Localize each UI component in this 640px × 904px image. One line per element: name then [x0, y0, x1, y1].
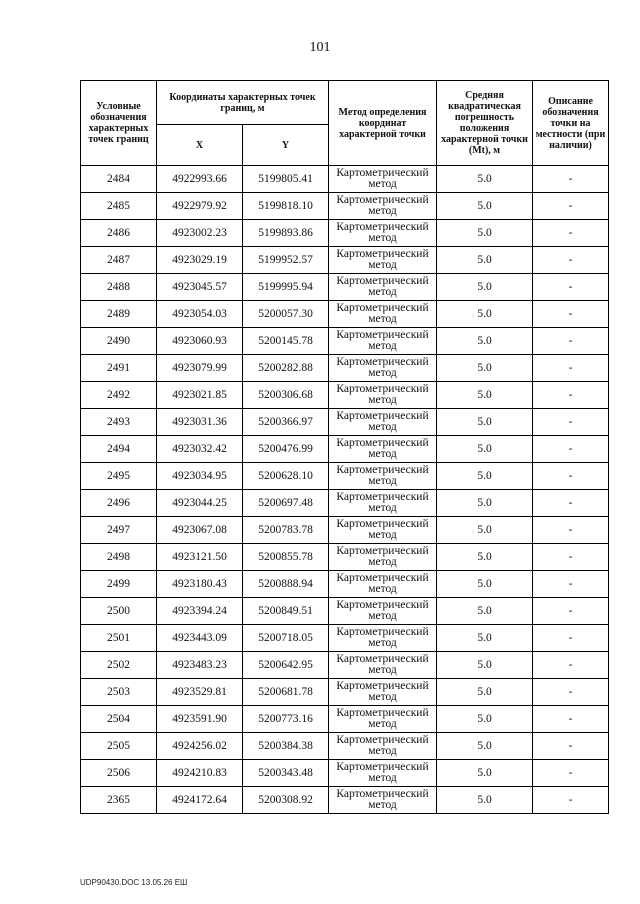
y-coordinate-cell: 5200773.16	[243, 706, 329, 733]
header-x: X	[157, 125, 243, 166]
table-row	[81, 301, 609, 328]
accuracy-cell: 5.0	[437, 193, 533, 220]
point-cell: 2487	[81, 247, 157, 274]
table-row	[81, 193, 609, 220]
accuracy-cell: 5.0	[437, 571, 533, 598]
accuracy-cell: 5.0	[437, 544, 533, 571]
accuracy-cell: 5.0	[437, 274, 533, 301]
point-cell: 2485	[81, 193, 157, 220]
y-coordinate-cell: 5200628.10	[243, 463, 329, 490]
x-coordinate-cell: 4924172.64	[157, 787, 243, 814]
x-coordinate-cell: 4923591.90	[157, 706, 243, 733]
y-coordinate-cell: 5200057.30	[243, 301, 329, 328]
point-cell: 2499	[81, 571, 157, 598]
description-cell: -	[533, 328, 609, 355]
method-cell: Картометрический метод	[329, 193, 437, 220]
table-row	[81, 679, 609, 706]
description-cell: -	[533, 490, 609, 517]
y-coordinate-cell: 5200718.05	[243, 625, 329, 652]
method-cell: Картометрический метод	[329, 409, 437, 436]
accuracy-cell: 5.0	[437, 679, 533, 706]
table-row	[81, 625, 609, 652]
header-point-designation: Условные обозначения характерных точек границ	[81, 81, 157, 166]
method-cell: Картометрический метод	[329, 598, 437, 625]
description-cell: -	[533, 463, 609, 490]
method-cell: Картометрический метод	[329, 436, 437, 463]
method-cell: Картометрический метод	[329, 706, 437, 733]
y-coordinate-cell: 5200888.94	[243, 571, 329, 598]
method-cell: Картометрический метод	[329, 166, 437, 193]
header-y: Y	[243, 125, 329, 166]
x-coordinate-cell: 4922979.92	[157, 193, 243, 220]
x-coordinate-cell: 4924256.02	[157, 733, 243, 760]
table-row	[81, 544, 609, 571]
description-cell: -	[533, 409, 609, 436]
y-coordinate-cell: 5200366.97	[243, 409, 329, 436]
method-cell: Картометрический метод	[329, 787, 437, 814]
table-row	[81, 571, 609, 598]
accuracy-cell: 5.0	[437, 787, 533, 814]
point-cell: 2491	[81, 355, 157, 382]
description-cell: -	[533, 571, 609, 598]
method-cell: Картометрический метод	[329, 760, 437, 787]
accuracy-cell: 5.0	[437, 706, 533, 733]
method-cell: Картометрический метод	[329, 463, 437, 490]
point-cell: 2492	[81, 382, 157, 409]
y-coordinate-cell: 5199952.57	[243, 247, 329, 274]
coordinates-table	[80, 80, 609, 814]
method-cell: Картометрический метод	[329, 517, 437, 544]
point-cell: 2494	[81, 436, 157, 463]
accuracy-cell: 5.0	[437, 382, 533, 409]
table-row	[81, 733, 609, 760]
accuracy-cell: 5.0	[437, 625, 533, 652]
x-coordinate-cell: 4923067.08	[157, 517, 243, 544]
table-row	[81, 517, 609, 544]
description-cell: -	[533, 787, 609, 814]
document-footer: UDP90430.DOC 13.05.26 ЕШ	[80, 878, 188, 887]
description-cell: -	[533, 760, 609, 787]
method-cell: Картометрический метод	[329, 733, 437, 760]
x-coordinate-cell: 4922993.66	[157, 166, 243, 193]
description-cell: -	[533, 166, 609, 193]
x-coordinate-cell: 4923180.43	[157, 571, 243, 598]
description-cell: -	[533, 706, 609, 733]
point-cell: 2486	[81, 220, 157, 247]
x-coordinate-cell: 4923045.57	[157, 274, 243, 301]
point-cell: 2488	[81, 274, 157, 301]
accuracy-cell: 5.0	[437, 247, 533, 274]
accuracy-cell: 5.0	[437, 355, 533, 382]
method-cell: Картометрический метод	[329, 301, 437, 328]
point-cell: 2497	[81, 517, 157, 544]
point-cell: 2490	[81, 328, 157, 355]
point-cell: 2503	[81, 679, 157, 706]
point-cell: 2489	[81, 301, 157, 328]
table-row	[81, 247, 609, 274]
point-cell: 2498	[81, 544, 157, 571]
x-coordinate-cell: 4923079.99	[157, 355, 243, 382]
y-coordinate-cell: 5200282.88	[243, 355, 329, 382]
table-row	[81, 706, 609, 733]
accuracy-cell: 5.0	[437, 436, 533, 463]
accuracy-cell: 5.0	[437, 301, 533, 328]
y-coordinate-cell: 5200681.78	[243, 679, 329, 706]
point-cell: 2505	[81, 733, 157, 760]
accuracy-cell: 5.0	[437, 166, 533, 193]
header-description: Описание обозначения точки на местности (при наличии)	[533, 81, 609, 166]
description-cell: -	[533, 679, 609, 706]
y-coordinate-cell: 5200476.99	[243, 436, 329, 463]
table-row	[81, 328, 609, 355]
method-cell: Картометрический метод	[329, 490, 437, 517]
point-cell: 2504	[81, 706, 157, 733]
y-coordinate-cell: 5200384.38	[243, 733, 329, 760]
method-cell: Картометрический метод	[329, 328, 437, 355]
y-coordinate-cell: 5200306.68	[243, 382, 329, 409]
accuracy-cell: 5.0	[437, 220, 533, 247]
y-coordinate-cell: 5200783.78	[243, 517, 329, 544]
table-body	[81, 166, 609, 814]
accuracy-cell: 5.0	[437, 490, 533, 517]
point-cell: 2501	[81, 625, 157, 652]
page-number: 101	[309, 40, 331, 55]
x-coordinate-cell: 4923032.42	[157, 436, 243, 463]
accuracy-cell: 5.0	[437, 463, 533, 490]
method-cell: Картометрический метод	[329, 274, 437, 301]
method-cell: Картометрический метод	[329, 247, 437, 274]
table-row	[81, 436, 609, 463]
table-row	[81, 274, 609, 301]
point-cell: 2365	[81, 787, 157, 814]
description-cell: -	[533, 625, 609, 652]
description-cell: -	[533, 436, 609, 463]
point-cell: 2493	[81, 409, 157, 436]
accuracy-cell: 5.0	[437, 733, 533, 760]
point-cell: 2496	[81, 490, 157, 517]
table-row	[81, 355, 609, 382]
point-cell: 2495	[81, 463, 157, 490]
table-row	[81, 166, 609, 193]
accuracy-cell: 5.0	[437, 328, 533, 355]
method-cell: Картометрический метод	[329, 382, 437, 409]
description-cell: -	[533, 652, 609, 679]
x-coordinate-cell: 4923121.50	[157, 544, 243, 571]
x-coordinate-cell: 4923034.95	[157, 463, 243, 490]
table-row	[81, 598, 609, 625]
accuracy-cell: 5.0	[437, 652, 533, 679]
y-coordinate-cell: 5200697.48	[243, 490, 329, 517]
y-coordinate-cell: 5199995.94	[243, 274, 329, 301]
x-coordinate-cell: 4923483.23	[157, 652, 243, 679]
method-cell: Картометрический метод	[329, 355, 437, 382]
x-coordinate-cell: 4923029.19	[157, 247, 243, 274]
table-row	[81, 409, 609, 436]
table-row	[81, 382, 609, 409]
accuracy-cell: 5.0	[437, 409, 533, 436]
point-cell: 2506	[81, 760, 157, 787]
method-cell: Картометрический метод	[329, 571, 437, 598]
point-cell: 2500	[81, 598, 157, 625]
x-coordinate-cell: 4923529.81	[157, 679, 243, 706]
method-cell: Картометрический метод	[329, 652, 437, 679]
table-row	[81, 787, 609, 814]
accuracy-cell: 5.0	[437, 517, 533, 544]
y-coordinate-cell: 5200145.78	[243, 328, 329, 355]
x-coordinate-cell: 4923443.09	[157, 625, 243, 652]
y-coordinate-cell: 5199893.86	[243, 220, 329, 247]
method-cell: Картометрический метод	[329, 625, 437, 652]
y-coordinate-cell: 5199805.41	[243, 166, 329, 193]
method-cell: Картометрический метод	[329, 679, 437, 706]
x-coordinate-cell: 4923031.36	[157, 409, 243, 436]
header-accuracy: Средняя квадратическая погрешность положения характерной точки (Mt), м	[437, 81, 533, 166]
y-coordinate-cell: 5200855.78	[243, 544, 329, 571]
y-coordinate-cell: 5200849.51	[243, 598, 329, 625]
description-cell: -	[533, 355, 609, 382]
header-method: Метод определения координат характерной точки	[329, 81, 437, 166]
table-row	[81, 760, 609, 787]
accuracy-cell: 5.0	[437, 760, 533, 787]
description-cell: -	[533, 274, 609, 301]
description-cell: -	[533, 193, 609, 220]
description-cell: -	[533, 220, 609, 247]
description-cell: -	[533, 598, 609, 625]
method-cell: Картометрический метод	[329, 220, 437, 247]
y-coordinate-cell: 5199818.10	[243, 193, 329, 220]
description-cell: -	[533, 544, 609, 571]
table-row	[81, 463, 609, 490]
description-cell: -	[533, 517, 609, 544]
table-row	[81, 652, 609, 679]
table-row	[81, 490, 609, 517]
y-coordinate-cell: 5200642.95	[243, 652, 329, 679]
description-cell: -	[533, 382, 609, 409]
y-coordinate-cell: 5200343.48	[243, 760, 329, 787]
accuracy-cell: 5.0	[437, 598, 533, 625]
x-coordinate-cell: 4923394.24	[157, 598, 243, 625]
description-cell: -	[533, 733, 609, 760]
x-coordinate-cell: 4923044.25	[157, 490, 243, 517]
x-coordinate-cell: 4923021.85	[157, 382, 243, 409]
description-cell: -	[533, 301, 609, 328]
header-coordinates: Координаты характерных точек границ, м	[157, 81, 329, 125]
x-coordinate-cell: 4923054.03	[157, 301, 243, 328]
point-cell: 2502	[81, 652, 157, 679]
table-row	[81, 220, 609, 247]
x-coordinate-cell: 4923002.23	[157, 220, 243, 247]
point-cell: 2484	[81, 166, 157, 193]
description-cell: -	[533, 247, 609, 274]
method-cell: Картометрический метод	[329, 544, 437, 571]
x-coordinate-cell: 4924210.83	[157, 760, 243, 787]
y-coordinate-cell: 5200308.92	[243, 787, 329, 814]
x-coordinate-cell: 4923060.93	[157, 328, 243, 355]
